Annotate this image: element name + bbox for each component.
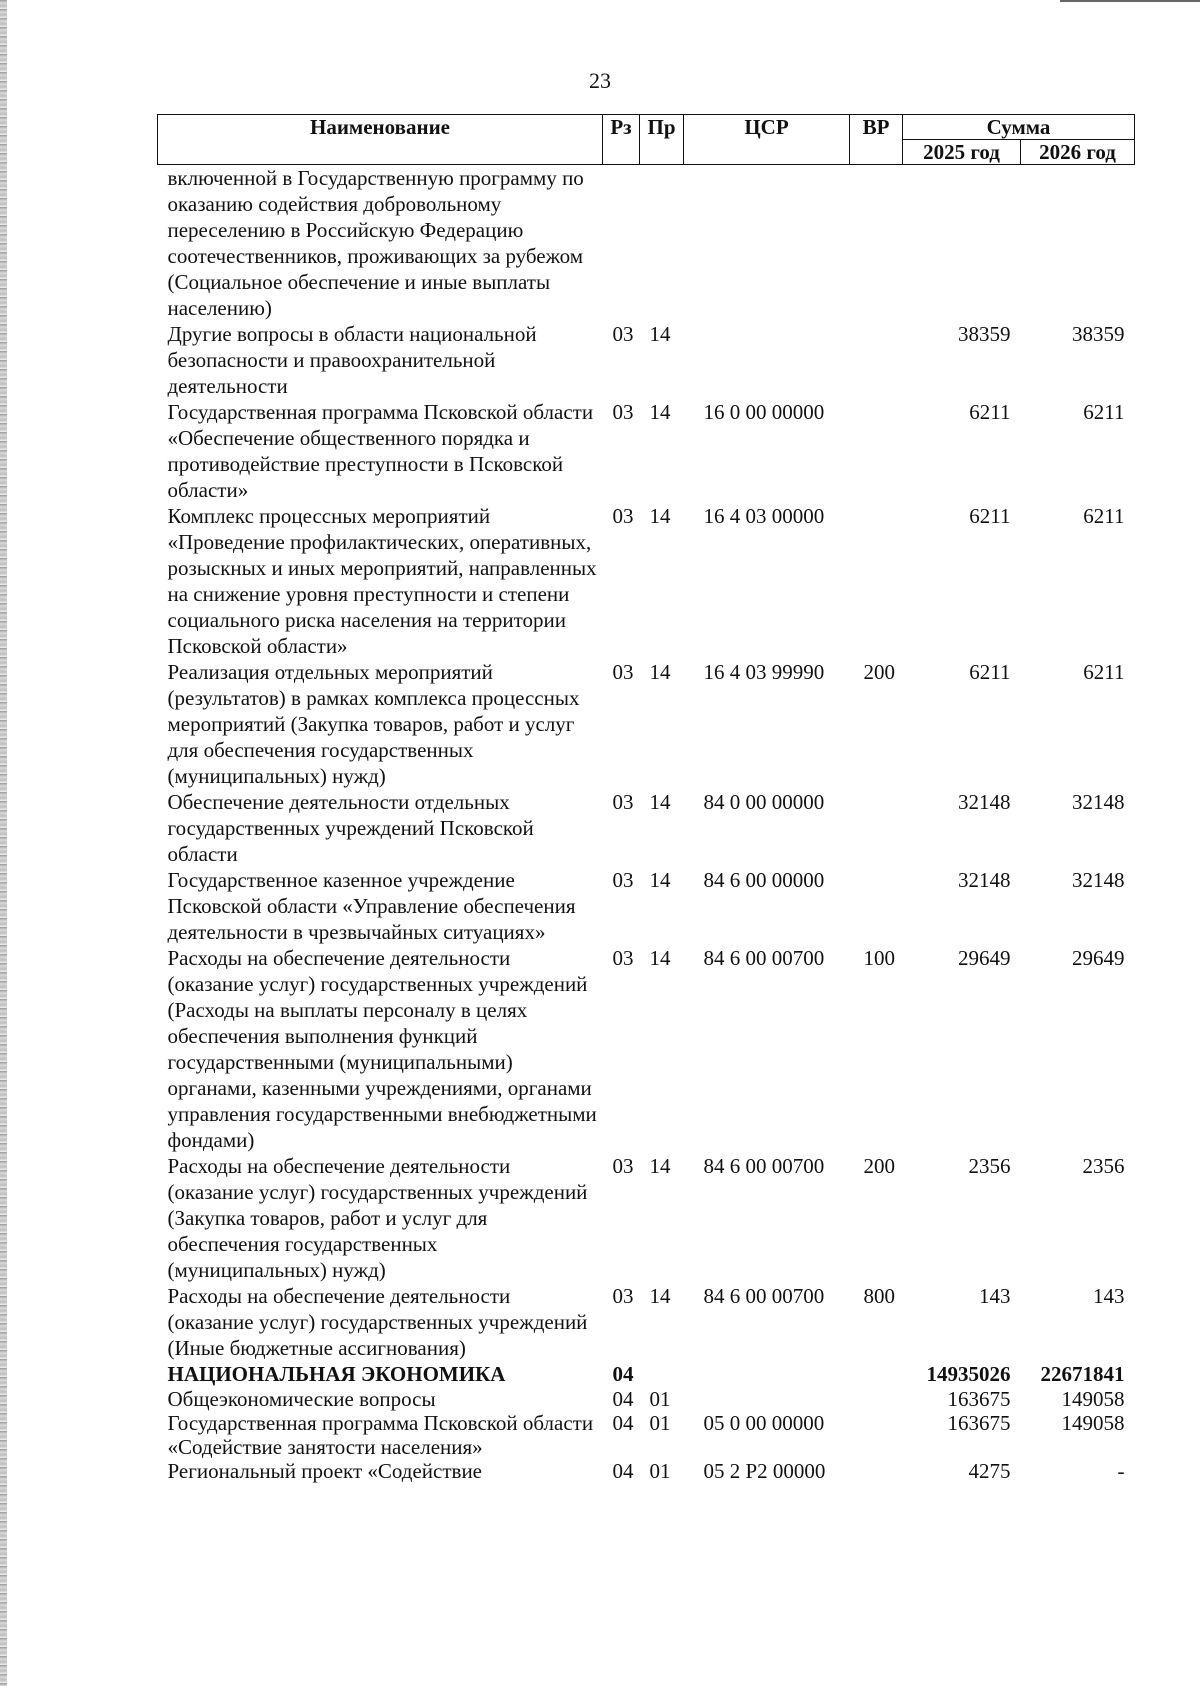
cell-pr: 01 [649, 1411, 671, 1435]
cell-name: Государственное казенное учреждение Псковской области «Управление обеспечения деятельности в чрезвычайных ситуациях» [167, 868, 576, 944]
header-rz: Рз [603, 115, 640, 165]
cell-csr: 84 6 00 00000 [703, 868, 825, 892]
cell-2026: 29649 [1072, 946, 1125, 970]
cell-name: Расходы на обеспечение деятельности (оказание услуг) государственных учреждений (Расходы на выплаты персоналу в целях обеспечения выполнения функций государственными (муниципальными) органами, казенными учреждениями, органами управления государственными внебюджетными фондами) [167, 946, 597, 1152]
cell-name: Общеэкономические вопросы [167, 1387, 436, 1411]
cell-csr: 84 0 00 00000 [703, 790, 825, 814]
cell-2026 [1021, 165, 1135, 322]
cell-vr: 800 [863, 1284, 895, 1308]
table-row [158, 1411, 1135, 1459]
table-row [158, 789, 1135, 867]
table-row [158, 321, 1135, 399]
cell-name: Обеспечение деятельности отдельных государственных учреждений Псковской области [167, 790, 534, 866]
cell-csr [684, 1387, 850, 1411]
budget-table [157, 114, 1135, 1483]
table-row [158, 399, 1135, 503]
cell-pr: 01 [649, 1387, 671, 1411]
cell-rz [603, 165, 640, 322]
cell-vr: 200 [863, 660, 895, 684]
cell-2025: 32148 [958, 868, 1011, 892]
cell-rz: 04 [612, 1387, 634, 1411]
cell-2025: 14935026 [926, 1362, 1011, 1386]
scan-edge [0, 0, 7, 1686]
cell-2025: 163675 [947, 1411, 1011, 1435]
cell-csr [684, 1361, 850, 1387]
cell-rz: 03 [612, 504, 634, 528]
cell-csr [684, 321, 850, 399]
cell-csr: 16 4 03 00000 [703, 504, 825, 528]
table-row [158, 867, 1135, 945]
cell-2026: 2356 [1082, 1154, 1125, 1178]
cell-2026: 143 [1093, 1284, 1125, 1308]
cell-2025: 6211 [969, 660, 1011, 684]
cell-2025: 6211 [969, 504, 1011, 528]
cell-csr: 16 0 00 00000 [703, 400, 825, 424]
table-row [158, 1459, 1135, 1483]
cell-pr: 01 [649, 1459, 671, 1483]
cell-csr: 84 6 00 00700 [703, 1154, 825, 1178]
cell-2026: - [1117, 1459, 1125, 1483]
cell-pr: 14 [649, 322, 671, 346]
cell-2026: 6211 [1083, 504, 1125, 528]
cell-csr: 05 0 00 00000 [703, 1411, 825, 1435]
header-name: Наименование [158, 115, 603, 165]
cell-vr [850, 1459, 903, 1483]
cell-vr [850, 399, 903, 503]
cell-vr [850, 321, 903, 399]
cell-rz: 03 [612, 400, 634, 424]
cell-2026: 149058 [1061, 1411, 1125, 1435]
cell-pr: 14 [649, 1284, 671, 1308]
cell-name: НАЦИОНАЛЬНАЯ ЭКОНОМИКА [167, 1362, 506, 1386]
cell-name: Комплекс процессных мероприятий «Проведение профилактических, оперативных, розыскных и иных мероприятий, направленных на снижение уровня преступности и степени социального риска населения на территории Псковской области» [167, 504, 597, 658]
cell-name: Государственная программа Псковской области «Содействие занятости населения» [167, 1411, 594, 1459]
cell-name: Расходы на обеспечение деятельности (оказание услуг) государственных учреждений (Закупка товаров, работ и услуг для обеспечения государственных (муниципальных) нужд) [167, 1154, 588, 1282]
table-header [158, 115, 1135, 165]
cell-2025: 38359 [958, 322, 1011, 346]
cell-rz: 03 [612, 660, 634, 684]
cell-csr: 84 6 00 00700 [703, 946, 825, 970]
table-row [158, 1361, 1135, 1387]
cell-pr [640, 165, 684, 322]
cell-2025: 2356 [968, 1154, 1011, 1178]
header-csr: ЦСР [684, 115, 850, 165]
cell-pr: 14 [649, 790, 671, 814]
cell-pr: 14 [649, 946, 671, 970]
cell-2025: 6211 [969, 400, 1011, 424]
table-row [158, 165, 1135, 322]
cell-2026: 6211 [1083, 660, 1125, 684]
page-number: 23 [589, 68, 611, 93]
cell-name: Другие вопросы в области национальной безопасности и правоохранительной деятельности [167, 322, 537, 398]
cell-rz: 03 [612, 1284, 634, 1308]
cell-rz: 03 [612, 946, 634, 970]
cell-2025: 163675 [947, 1387, 1011, 1411]
cell-csr [684, 165, 850, 322]
cell-2026: 22671841 [1040, 1362, 1125, 1386]
cell-vr [850, 867, 903, 945]
cell-rz: 04 [612, 1411, 634, 1435]
cell-pr: 14 [649, 400, 671, 424]
cell-rz: 03 [612, 868, 634, 892]
header-vr: ВР [850, 115, 903, 165]
cell-csr: 05 2 P2 00000 [703, 1459, 826, 1483]
cell-2025: 32148 [958, 790, 1011, 814]
cell-name: Государственная программа Псковской области «Обеспечение общественного порядка и противодействие преступности в Псковской области» [167, 400, 594, 502]
cell-pr: 14 [649, 868, 671, 892]
header-sum: Сумма [903, 115, 1135, 140]
cell-2026: 6211 [1083, 400, 1125, 424]
cell-rz: 03 [612, 1154, 634, 1178]
cell-vr [850, 789, 903, 867]
cell-2026: 38359 [1072, 322, 1125, 346]
table-row [158, 503, 1135, 659]
cell-name: Реализация отдельных мероприятий (результатов) в рамках комплекса процессных мероприятий (Закупка товаров, работ и услуг для обеспечения государственных (муниципальных) нужд) [167, 660, 580, 788]
cell-name: включенной в Государственную программу по оказанию содействия добровольному переселению в Российскую Федерацию соотечественников, проживающих за рубежом (Социальное обеспечение и иные выплаты населению) [167, 166, 584, 320]
cell-2025 [903, 165, 1021, 322]
cell-vr: 100 [863, 946, 895, 970]
cell-2025: 29649 [958, 946, 1011, 970]
cell-vr [850, 1387, 903, 1411]
cell-2026: 32148 [1072, 790, 1125, 814]
cell-name: Региональный проект «Содействие [167, 1459, 482, 1483]
cell-2025: 4275 [968, 1459, 1011, 1483]
table-row [158, 1387, 1135, 1411]
cell-csr: 84 6 00 00700 [703, 1284, 825, 1308]
cell-rz: 03 [612, 322, 634, 346]
cell-pr: 14 [649, 504, 671, 528]
cell-rz: 03 [612, 790, 634, 814]
cell-vr [850, 1411, 903, 1459]
table-row [158, 1283, 1135, 1361]
header-year-2025: 2025 год [903, 140, 1021, 165]
cell-vr: 200 [863, 1154, 895, 1178]
cell-rz: 04 [612, 1362, 634, 1386]
cell-2025: 143 [979, 1284, 1011, 1308]
cell-pr [640, 1361, 684, 1387]
header-year-2026: 2026 год [1021, 140, 1135, 165]
corner-line [1060, 0, 1200, 2]
cell-vr [850, 1361, 903, 1387]
table-row [158, 1153, 1135, 1283]
cell-2026: 149058 [1061, 1387, 1125, 1411]
cell-rz: 04 [612, 1459, 634, 1483]
header-pr: Пр [640, 115, 684, 165]
cell-vr [850, 165, 903, 322]
table-row [158, 659, 1135, 789]
cell-vr [850, 503, 903, 659]
cell-pr: 14 [649, 660, 671, 684]
cell-2026: 32148 [1072, 868, 1125, 892]
table-row [158, 945, 1135, 1153]
table-body [158, 165, 1135, 1484]
cell-name: Расходы на обеспечение деятельности (оказание услуг) государственных учреждений (Иные бюджетные ассигнования) [167, 1284, 588, 1360]
cell-pr: 14 [649, 1154, 671, 1178]
cell-csr: 16 4 03 99990 [703, 660, 825, 684]
